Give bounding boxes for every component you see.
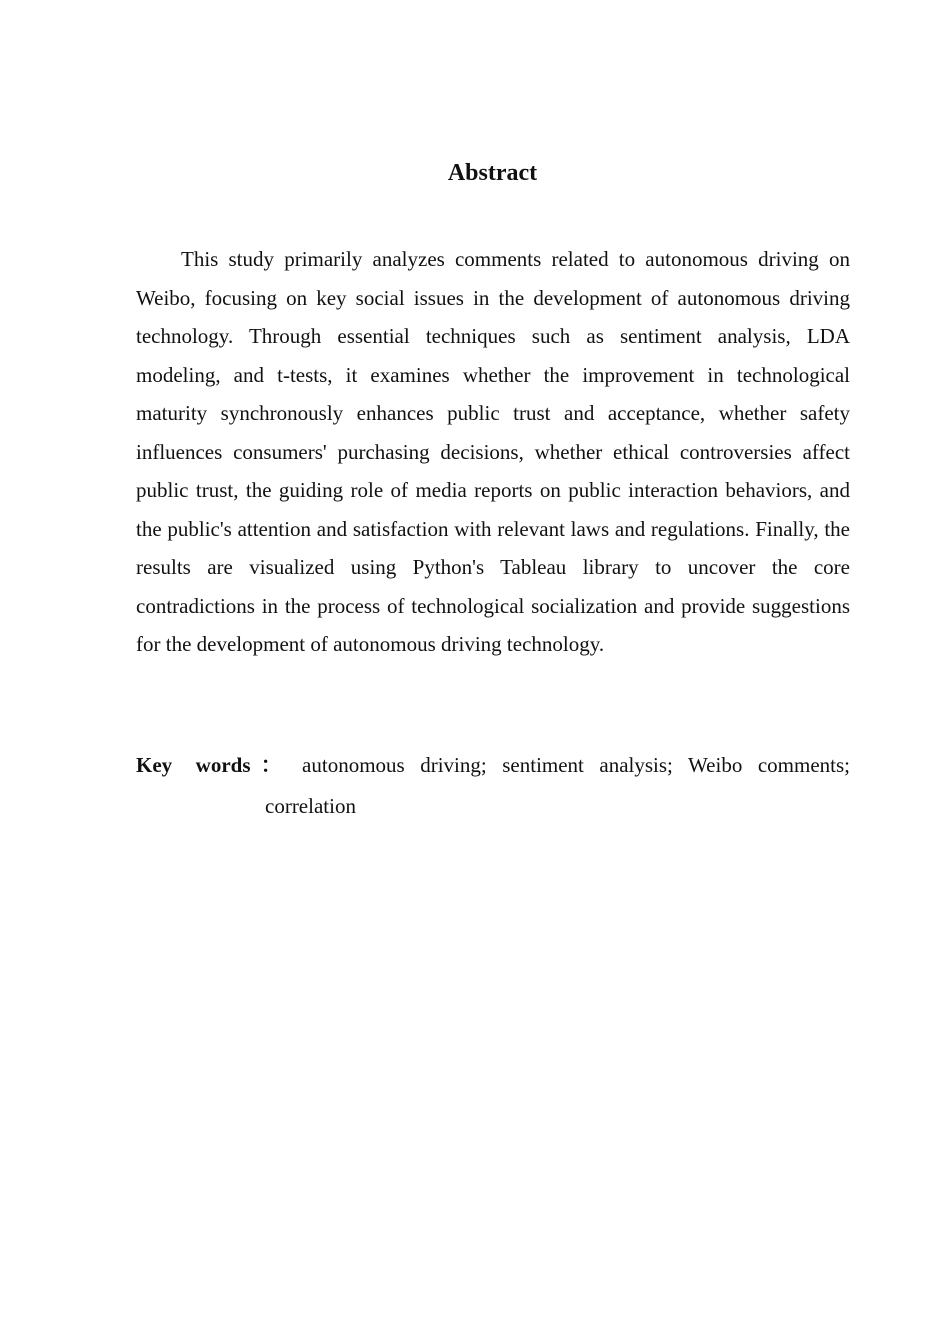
abstract-body: This study primarily analyzes comments related to autonomous driving on Weibo, focusing on key social issues in the development of autonomous driving technology. Through essential techniques such as sentiment analysis, LDA modeling, and t-tests, it examines whether the improvement in technological maturity synchronously enhances public trust and acceptance, whether safety influences consumers' purchasing decisions, whether ethical controversies affect public trust, the guiding role of media reports on public interaction behaviors, and the public's attention and satisfaction with relevant laws and regulations. Finally, the results are visualized using Python's Tableau library to uncover the core contradictions in the process of technological socialization and provide suggestions for the development of autonomous driving technology. (136, 247, 850, 656)
abstract-title: Abstract (447, 160, 538, 186)
keywords-separator: ： (250, 753, 293, 777)
keywords-label: Key words (136, 753, 251, 777)
keywords-list-continued: correlation (265, 794, 356, 818)
keywords-line (136, 745, 850, 786)
keywords-list: autonomous driving; sentiment analysis; Weibo comments; (302, 753, 850, 777)
